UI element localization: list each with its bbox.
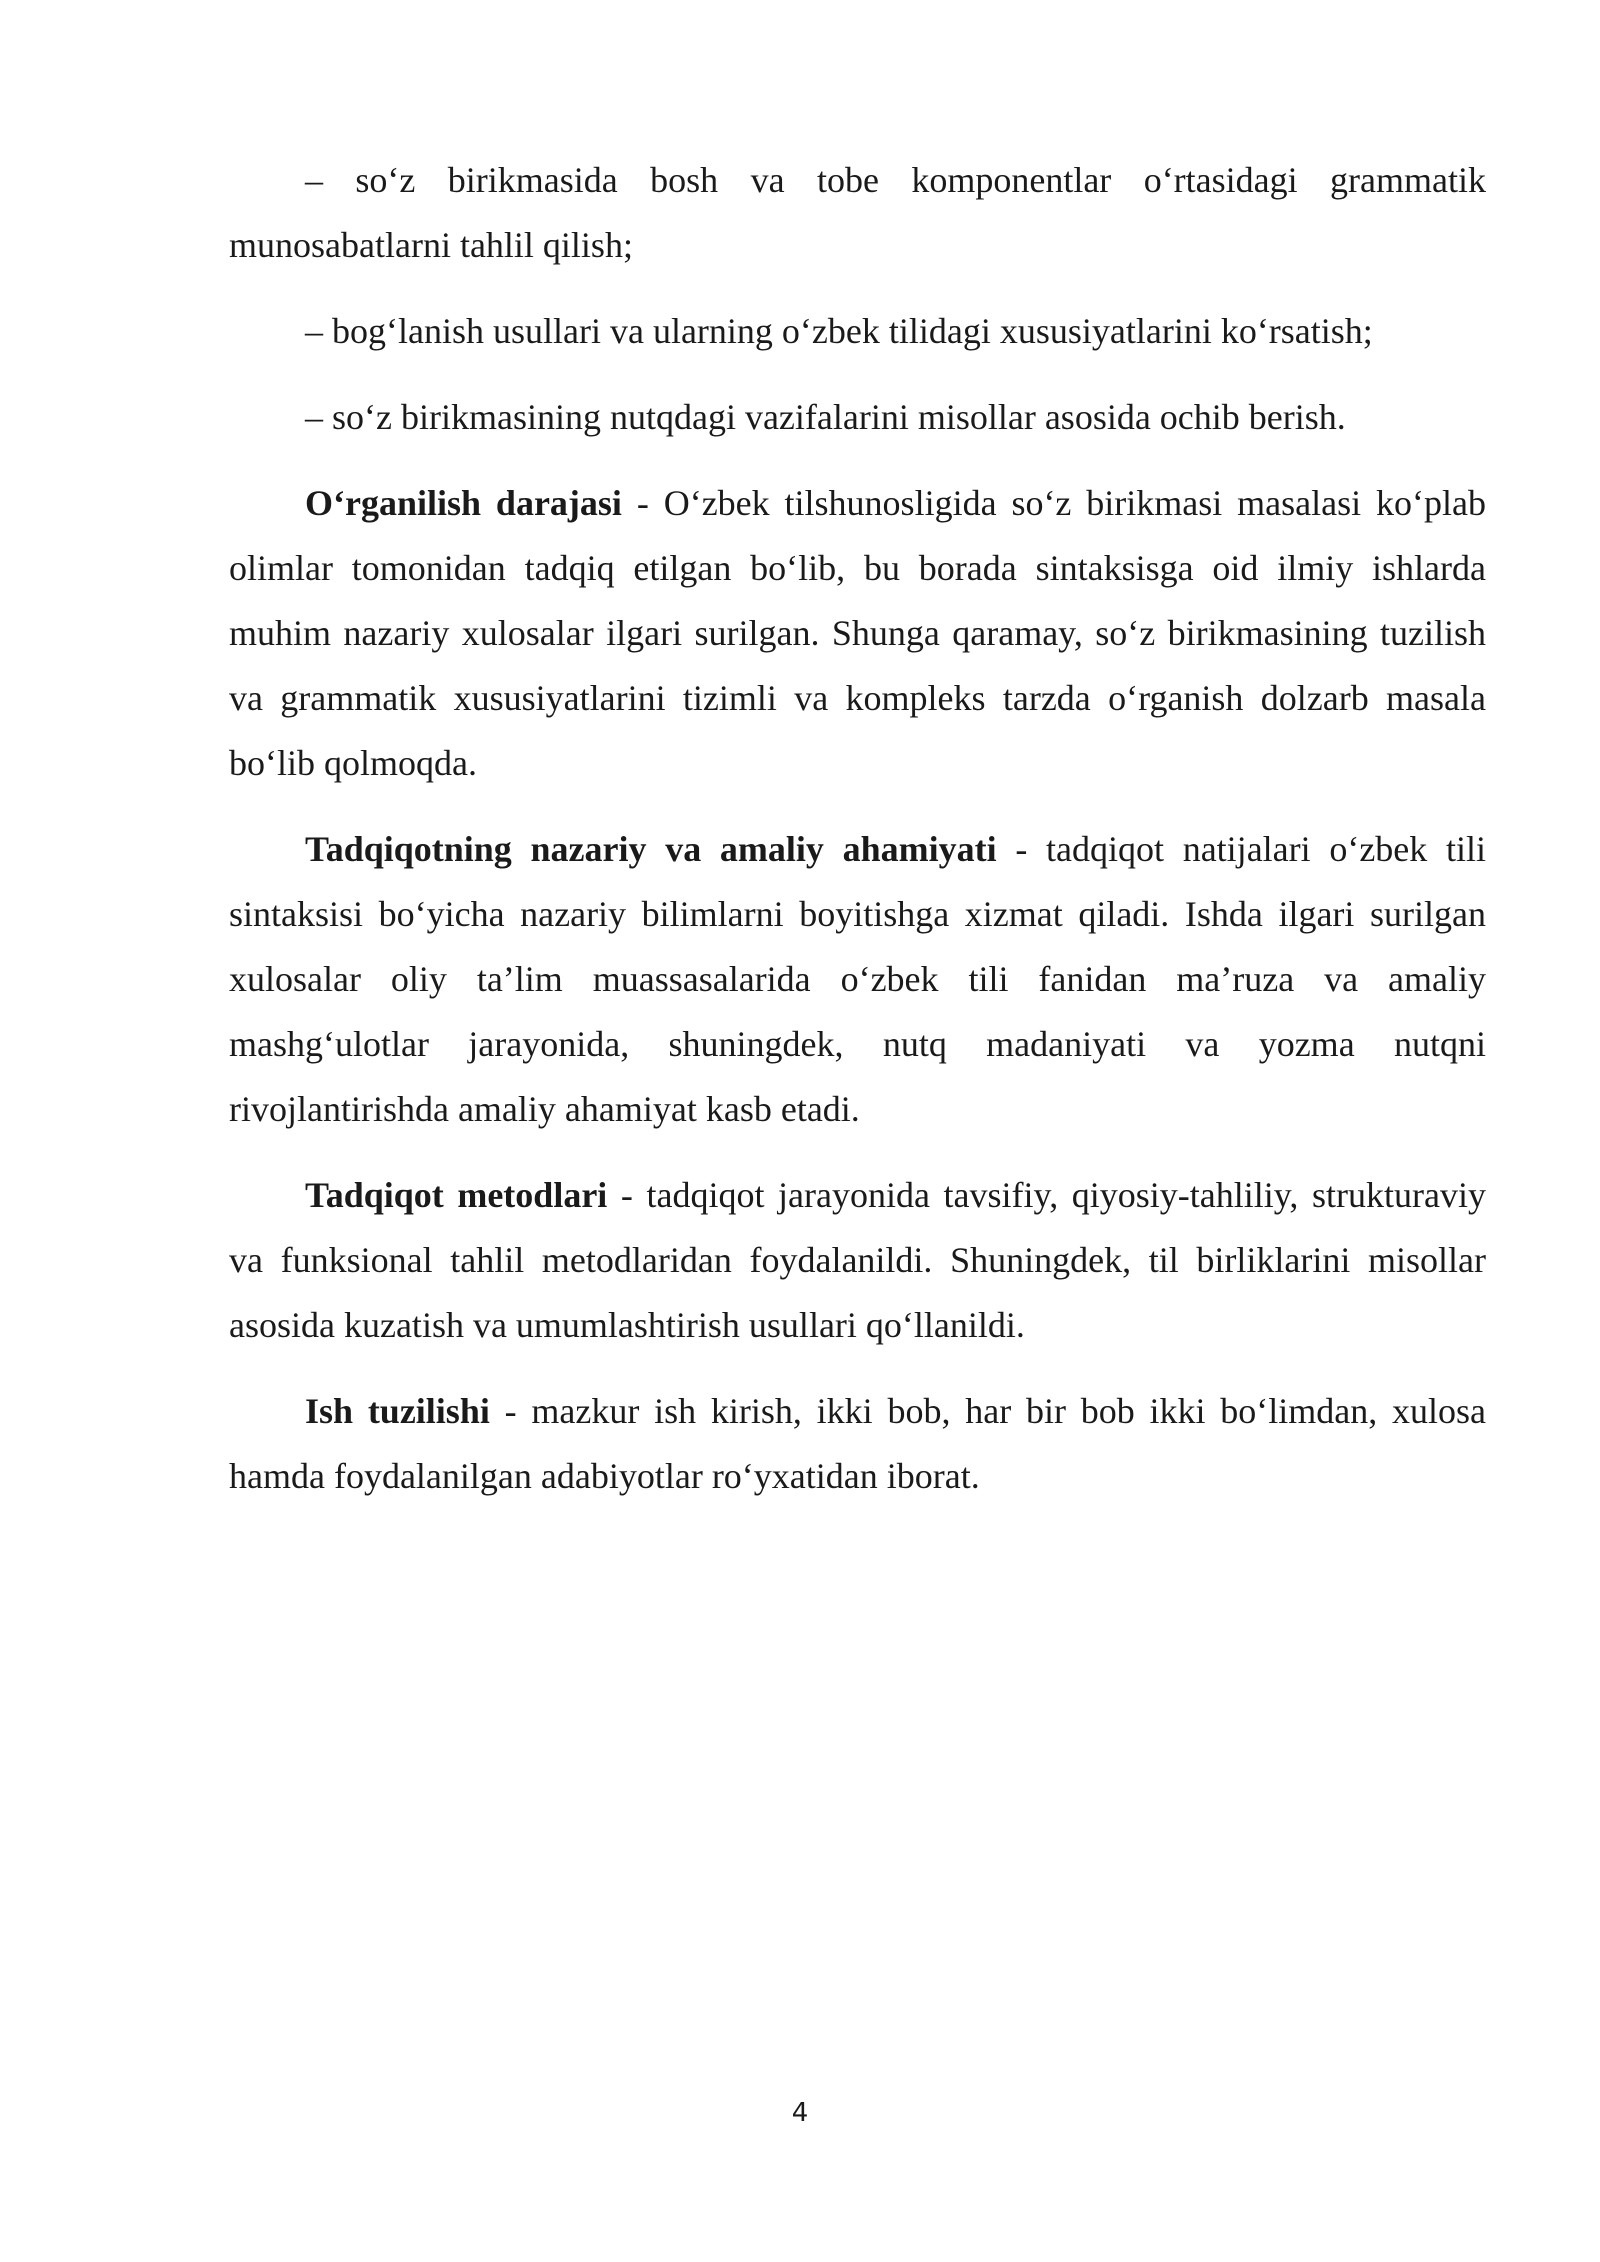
section-study-level bbox=[229, 471, 1486, 796]
section-text: O‘zbek tilshunosligida so‘z birikmasi masalasi ko‘plab olimlar tomonidan tadqiq etilgan bo‘lib, bu borada sintaksisga oid ilmiy ishlarda muhim nazariy xulosalar ilgari surilgan. Shunga qaramay, so‘z birikmasining tuzilish va grammatik xususiyatlarini tizimli va kompleks tarzda o‘rganish dolzarb masala bo‘lib qolmoqda. bbox=[229, 483, 1486, 783]
page-number: 4 bbox=[791, 2098, 809, 2128]
bullet-item: – bog‘lanish usullari va ularning o‘zbek tilidagi xususiyatlarini ko‘rsatish; bbox=[305, 311, 1373, 351]
section-text: tadqiqot natijalari o‘zbek tili sintaksisi bo‘yicha nazariy bilimlarni boyitishga xizmat qiladi. Ishda ilgari surilgan xulosalar oliy ta’lim muassasalarida o‘zbek tili fanidan ma’ruza va amaliy mashg‘ulotlar jarayonida, shuningdek, nutq madaniyati va yozma nutqni rivojlantirishda amaliy ahamiyat kasb etadi. bbox=[229, 829, 1487, 1129]
section-text: mazkur ish kirish, ikki bob, har bir bob ikki bo‘limdan, xulosa hamda foydalanilgan adabiyotlar ro‘yxatidan iborat. bbox=[229, 1391, 1486, 1496]
section-methods bbox=[229, 1163, 1486, 1358]
section-significance bbox=[229, 817, 1486, 1142]
page-body bbox=[229, 148, 1486, 1530]
section-heading: O‘rganilish darajasi bbox=[305, 483, 622, 523]
section-separator: - bbox=[621, 483, 664, 523]
bullet-item: – so‘z birikmasida bosh va tobe komponentlar o‘rtasidagi grammatik munosabatlarni tahlil qilish; bbox=[229, 160, 1486, 265]
section-heading: Tadqiqotning nazariy va amaliy ahamiyati bbox=[305, 829, 997, 869]
section-separator: - bbox=[607, 1175, 647, 1215]
section-separator: - bbox=[996, 829, 1047, 869]
section-heading: Tadqiqot metodlari bbox=[305, 1175, 608, 1215]
bullet-item: – so‘z birikmasining nutqdagi vazifalarini misollar asosida ochib berish. bbox=[305, 397, 1346, 437]
section-heading: Ish tuzilishi bbox=[305, 1391, 490, 1431]
section-structure bbox=[229, 1379, 1486, 1509]
section-separator: - bbox=[489, 1391, 532, 1431]
section-text: tadqiqot jarayonida tavsifiy, qiyosiy-tahliliy, strukturaviy va funksional tahlil metodlaridan foydalanildi. Shuningdek, til birliklarini misollar asosida kuzatish va umumlashtirish usullari qo‘llanildi. bbox=[229, 1175, 1486, 1345]
